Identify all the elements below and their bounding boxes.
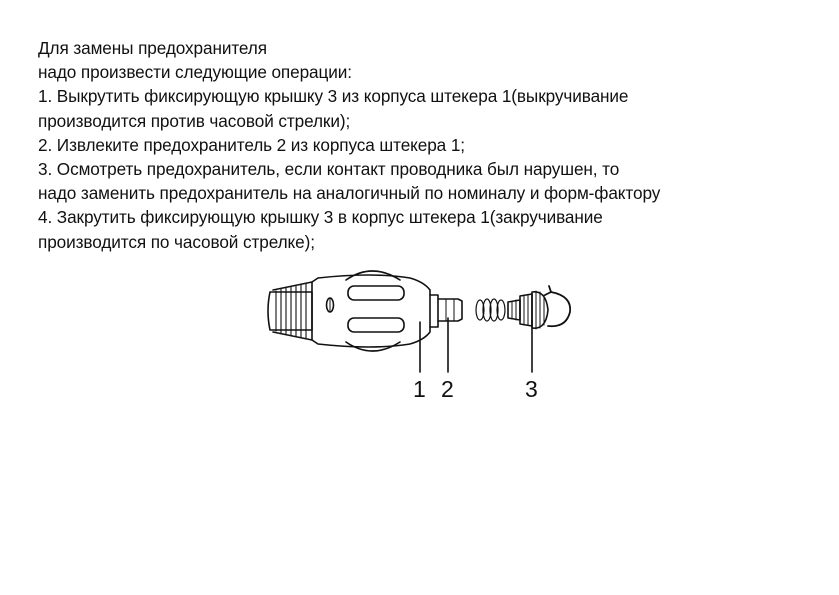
instruction-line: производится по часовой стрелке);: [38, 231, 315, 252]
instruction-line: 3. Осмотреть предохранитель, если контакт проводника был нарушен, то: [38, 159, 620, 180]
plug-body: [268, 271, 438, 351]
callout-label-3: 3: [525, 376, 538, 402]
instruction-line: производится против часовой стрелки);: [38, 110, 351, 131]
instruction-line: 2. Извлеките предохранитель 2 из корпуса штекера 1;: [38, 134, 465, 155]
fuse-tip: [438, 299, 462, 321]
fixing-cap: [508, 291, 548, 329]
instruction-line: 4. Закрутить фиксирующую крышку 3 в корпус штекера 1(закручивание: [38, 207, 603, 228]
instruction-line: 1. Выкрутить фиксирующую крышку 3 из корпуса штекера 1(выкручивание: [38, 86, 629, 107]
callout-label-1: 1: [413, 376, 426, 402]
spring: [476, 299, 505, 321]
callout-label-2: 2: [441, 376, 454, 402]
instruction-line: Для замены предохранителя: [38, 38, 267, 58]
rotation-arrow-icon: [545, 286, 570, 326]
callout-leaders: [420, 318, 532, 372]
instruction-line: надо произвести следующие операции:: [38, 62, 352, 83]
instruction-line: надо заменить предохранитель на аналогичный по номиналу и форм-фактору: [38, 183, 661, 204]
